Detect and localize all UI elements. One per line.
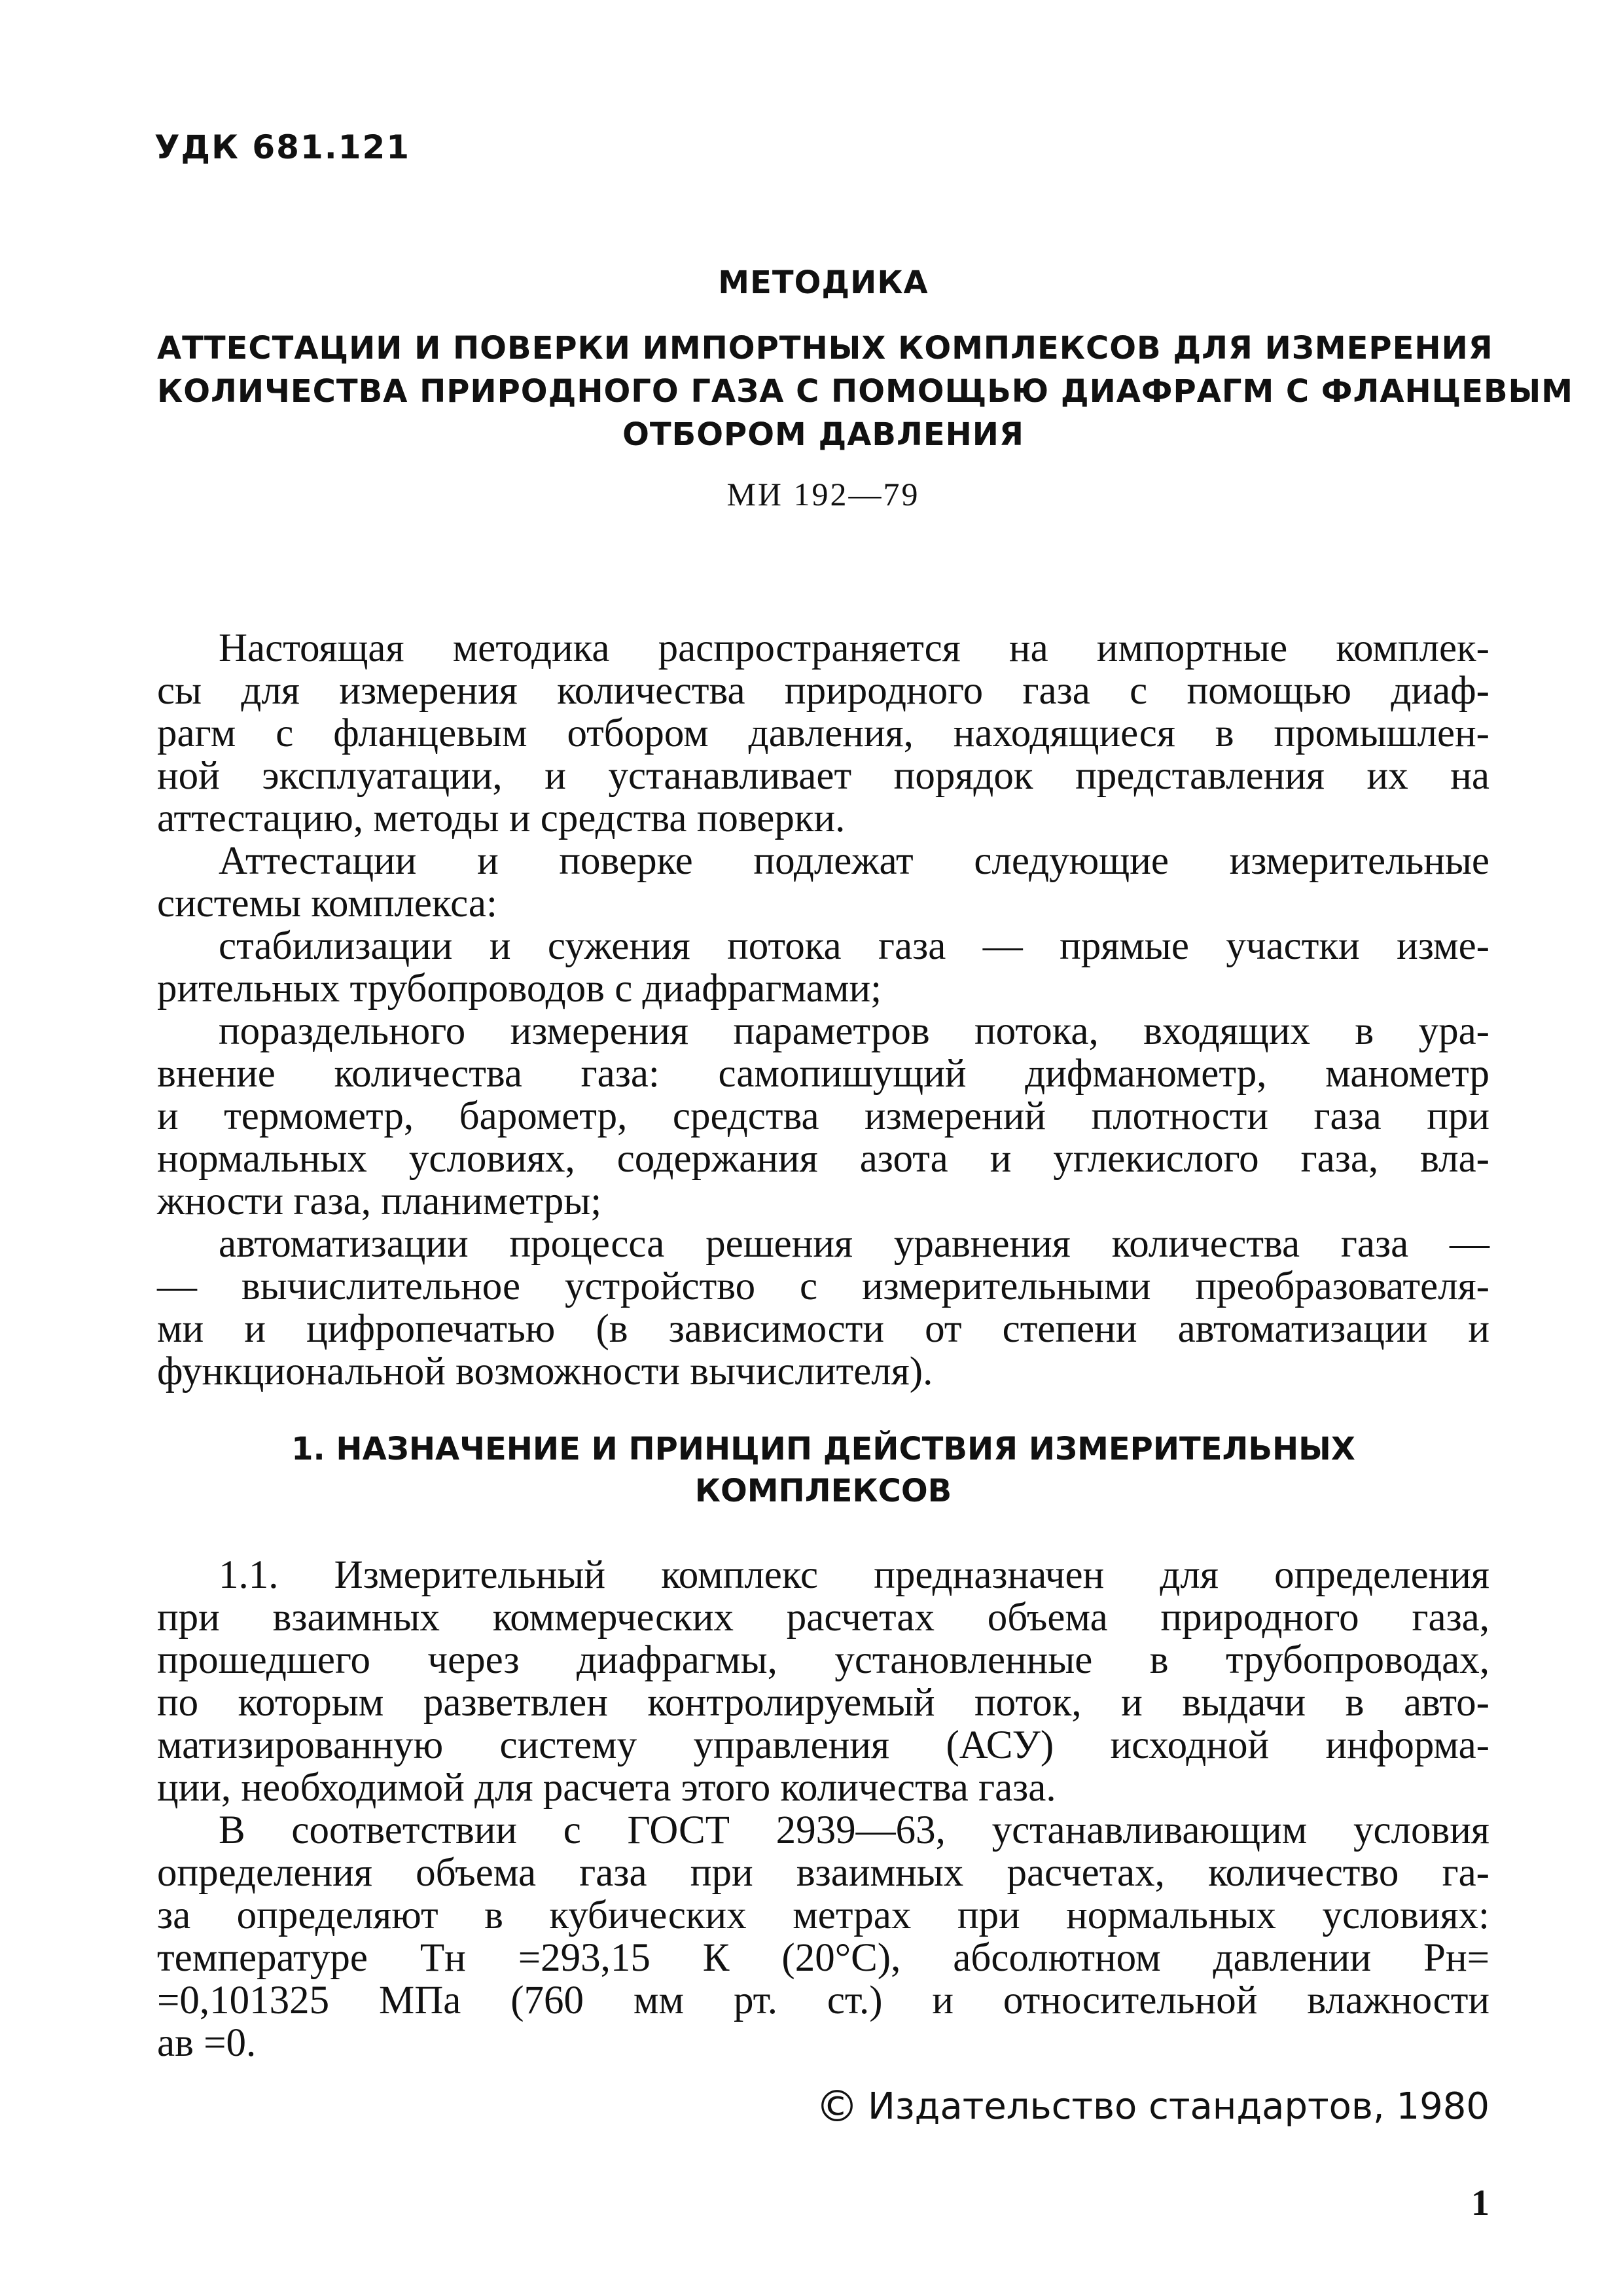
text-line: рительных трубопроводов с диафрагмами; [157, 967, 882, 1011]
document-subtitle-line: АТТЕСТАЦИИ И ПОВЕРКИ ИМПОРТНЫХ КОМПЛЕКСОВ ДЛЯ ИЗМЕРЕНИЯ [157, 330, 1493, 367]
section-1-text [157, 1554, 1489, 2064]
text-line: системы комплекса: [157, 882, 497, 925]
document-number: МИ 192—79 [726, 476, 920, 512]
copyright-notice [785, 2079, 1489, 2132]
text-line: температуре Tн =293,15 К (20°С), абсолютном давлении Pн= [157, 1936, 1489, 1980]
text-line: Настоящая методика распространяется на импортные комплек- [219, 626, 1489, 670]
text-line: aв =0. [157, 2021, 257, 2065]
text-line: определения объема газа при взаимных расчетах, количество га- [157, 1851, 1489, 1895]
text-line: и термометр, барометр, средства измерений плотности газа при [157, 1094, 1489, 1138]
text-line: сы для измерения количества природного газа с помощью диаф- [157, 669, 1489, 713]
text-line: Аттестации и поверке подлежат следующие измерительные [219, 839, 1489, 883]
text-line: функциональной возможности вычислителя). [157, 1350, 933, 1393]
document-subtitle-line: КОЛИЧЕСТВА ПРИРОДНОГО ГАЗА С ПОМОЩЬЮ ДИАФРАГМ С ФЛАНЦЕВЫМ [157, 373, 1574, 410]
text-line: — вычислительное устройство с измерительными преобразователя- [157, 1265, 1489, 1308]
text-line: матизированную систему управления (АСУ) исходной информа- [157, 1723, 1489, 1767]
text-line: при взаимных коммерческих расчетах объема природного газа, [157, 1596, 1489, 1640]
udk-code: УДК 681.121 [154, 128, 411, 166]
text-line: ной эксплуатации, и устанавливает порядок представления их на [157, 754, 1489, 798]
text-line: стабилизации и сужения потока газа — прямые участки изме- [219, 924, 1489, 968]
text-line: В соответствии с ГОСТ 2939—63, устанавливающим условия [219, 1808, 1489, 1852]
document-title: МЕТОДИКА [718, 264, 929, 301]
copyright-icon: © [815, 2081, 859, 2132]
text-line: за определяют в кубических метрах при нормальных условиях: [157, 1893, 1489, 1937]
text-line: жности газа, планиметры; [157, 1179, 602, 1223]
text-line: ми и цифропечатью (в зависимости от степени автоматизации и [157, 1307, 1489, 1351]
text-line: автоматизации процесса решения уравнения количества газа — [219, 1222, 1489, 1266]
text-line: аттестацию, методы и средства поверки. [157, 797, 846, 840]
text-line: по которым разветвлен контролируемый поток, и выдачи в авто- [157, 1681, 1489, 1725]
text-line: пораздельного измерения параметров потока, входящих в ура- [219, 1009, 1489, 1053]
text-line: 1.1. Измерительный комплекс предназначен для определения [219, 1553, 1489, 1597]
publisher-text: Издательство стандартов, 1980 [868, 2085, 1489, 2128]
intro-text [157, 627, 1489, 1393]
text-line: ции, необходимой для расчета этого количества газа. [157, 1766, 1056, 1810]
text-line: =0,101325 МПа (760 мм рт. ст.) и относительной влажности [157, 1979, 1489, 2022]
text-line: нормальных условиях, содержания азота и углекислого газа, вла- [157, 1137, 1489, 1181]
section-heading: КОМПЛЕКСОВ [694, 1473, 952, 1509]
section-heading: 1. НАЗНАЧЕНИЕ И ПРИНЦИП ДЕЙСТВИЯ ИЗМЕРИТЕЛЬНЫХ [291, 1431, 1355, 1467]
text-line: рагм с фланцевым отбором давления, находящиеся в промышлен- [157, 711, 1489, 755]
page-number: 1 [1471, 2183, 1489, 2223]
text-line: прошедшего через диафрагмы, установленные в трубопроводах, [157, 1638, 1489, 1682]
document-subtitle-line: ОТБОРОМ ДАВЛЕНИЯ [622, 416, 1024, 453]
text-line: внение количества газа: самопишущий дифманометр, манометр [157, 1052, 1489, 1096]
